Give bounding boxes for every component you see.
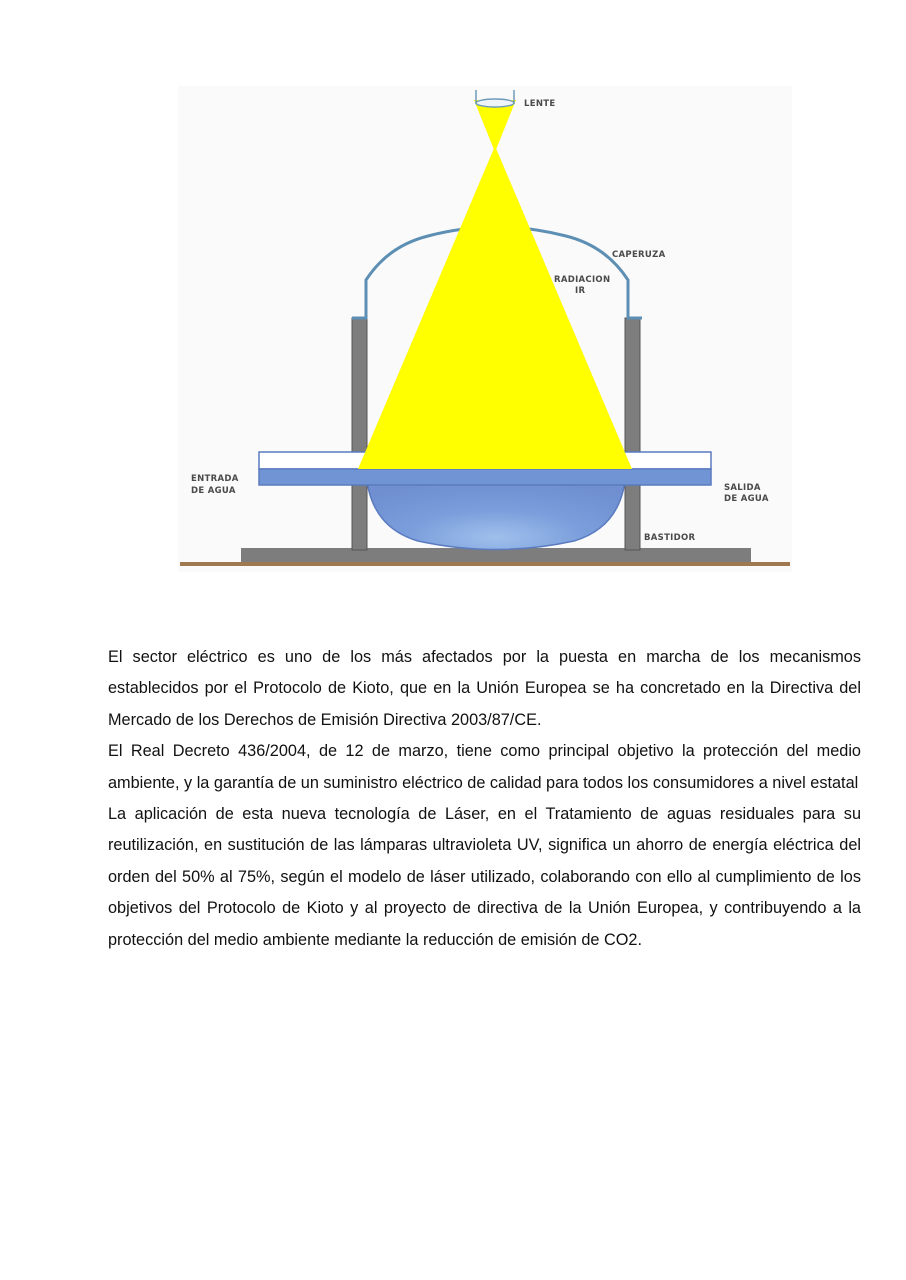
label-hood: CAPERUZA bbox=[612, 250, 666, 260]
lens-icon bbox=[476, 99, 514, 107]
paragraph-1: El sector eléctrico es uno de los más afectados por la puesta en marcha de los mecanismos establecidos por el Protocolo de Kioto, que en la Unión Europea se ha concretado en la Directiva del Mercado de los Derechos de Emisión Directiva 2003/87/CE. bbox=[108, 648, 861, 729]
diagram-svg bbox=[178, 86, 792, 572]
paragraph-3: La aplicación de esta nueva tecnología de Láser, en el Tratamiento de aguas residuales para su reutilización, en sustitución de las lámparas ultravioleta UV, significa un ahorro de energía eléctrica del orden del 50% al 75%, según el modelo de láser utilizado, colaborando con ello al cumplimiento de los objetivos del Protocolo de Kioto y al proyecto de directiva de la Unión Europea, y contribuyendo a la protección del medio ambiente mediante la reducción de emisión de CO2. bbox=[108, 805, 861, 949]
label-inlet-water: DE AGUA bbox=[191, 486, 236, 496]
ground-line bbox=[180, 562, 790, 566]
label-lens: LENTE bbox=[524, 99, 556, 109]
body-text bbox=[108, 642, 861, 956]
laser-reactor-diagram bbox=[178, 86, 792, 572]
label-frame: BASTIDOR bbox=[644, 533, 696, 543]
label-inlet: ENTRADA bbox=[191, 474, 239, 484]
label-outlet: SALIDA bbox=[724, 483, 761, 493]
paragraph-2: El Real Decreto 436/2004, de 12 de marzo, tiene como principal objetivo la protección del medio ambiente, y la garantía de un suministro eléctrico de calidad para todos los consumidores a nivel estatal bbox=[108, 742, 861, 792]
label-radiation-ir: IR bbox=[575, 286, 586, 296]
frame-left-pillar bbox=[352, 318, 367, 550]
label-radiation: RADIACION bbox=[554, 275, 611, 285]
water-pipe-bottom bbox=[259, 469, 711, 485]
label-outlet-water: DE AGUA bbox=[724, 494, 769, 504]
frame-right-pillar bbox=[625, 318, 640, 550]
